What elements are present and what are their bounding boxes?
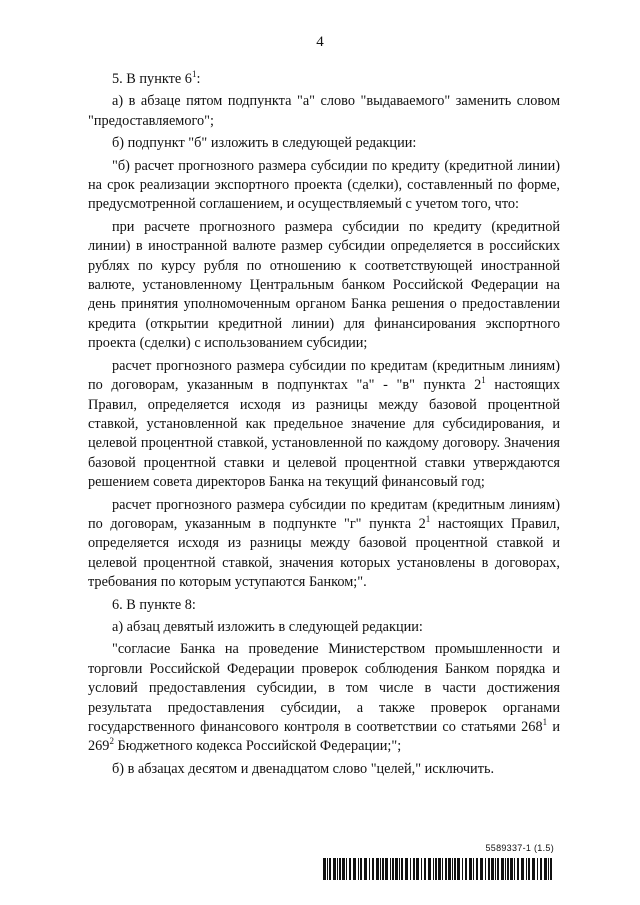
paragraph-item-5b: б) подпункт "б" изложить в следующей редакции: xyxy=(112,135,417,152)
paragraph-item-5: 5. В пункте $6^1$: xyxy=(112,69,201,87)
paragraph-item-5a: а) в абзаце пятом подпункта "а" слово "выдаваемого" заменить словом "предоставляемого"; xyxy=(88,93,560,129)
page-number: 4 xyxy=(316,34,324,50)
paragraph-item-6a-quote: "согласие Банка на проведение Министерством промышленности и торговли Российской Федерации проверок соблюдения Банком порядка и условий предоставления субсидии, в том числе в части достижения результата предоставления субсидии, а также проверок органами государственного финансового контроля в соответствии со статьями $268^1$ и $269^2$ Бюджетного кодекса Российской Федерации;"; xyxy=(88,641,560,755)
paragraph-foreign-currency: при расчете прогнозного размера субсидии по кредиту (кредитной линии) в иностранной валюте размер субсидии определяется в российских рублях по курсу рубля по отношению к соответствующей иностранной валюте, установленному Центральным банком Российской Федерации на день принятия уполномоченным органом Банка решения о предоставлении кредита (открытии кредитной линии) для финансирования экспортного проекта (сделки) с использованием субсидии; xyxy=(88,218,560,352)
document-code: 5589337-1 (1.5) xyxy=(485,843,554,853)
paragraph-item-6: 6. В пункте 8: xyxy=(112,596,196,613)
paragraph-subsidy-calc-a-v: расчет прогнозного размера субсидии по кредитам (кредитным линиям) по договорам, указанным в подпунктах "а" - "в" пункта $2^1$ настоящих Правил, определяется исходя из разницы между базовой процентной ставкой, установленной как предельное значение для субсидирования, и целевой процентной ставкой, установленной по каждому договору. Значения базовой процентной ставки и целевой процентной ставки утверждаются решением совета директоров Банка на текущий финансовый год; xyxy=(88,357,560,491)
document-body xyxy=(88,70,560,779)
paragraph-item-5b-quote: "б) расчет прогнозного размера субсидии по кредиту (кредитной линии) на срок реализации экспортного проекта (сделки), составленный по форме, предусмотренной соглашением, и осуществляемый с учетом того, что: xyxy=(88,157,560,213)
paragraph-item-6b: б) в абзацах десятом и двенадцатом слово "целей," исключить. xyxy=(112,760,495,777)
barcode-icon xyxy=(323,858,553,880)
paragraph-item-6a: а) абзац девятый изложить в следующей редакции: xyxy=(112,618,423,635)
paragraph-subsidy-calc-g: расчет прогнозного размера субсидии по кредитам (кредитным линиям) по договорам, указанным в подпункте "г" пункта $2^1$ настоящих Правил, определяется исходя из разницы между базовой процентной ставкой и целевой процентной ставкой, значения которых установлены в договорах, требования по которым уступаются Банком;". xyxy=(88,496,560,591)
